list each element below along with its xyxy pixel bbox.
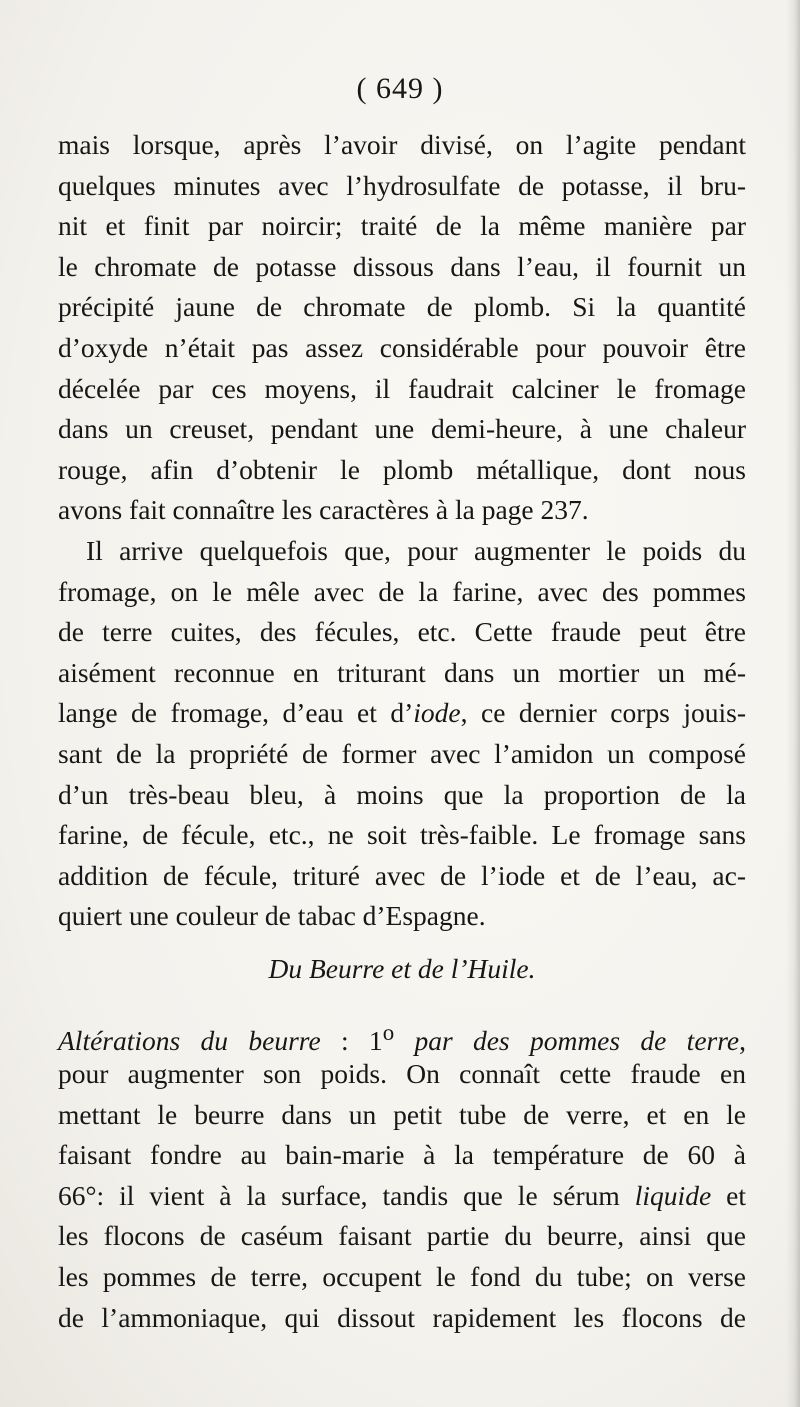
paragraph-1 bbox=[58, 125, 746, 531]
text-line: nit et finit par noircir; traité de la même manière par bbox=[58, 210, 746, 242]
text-segment: 66°: il vient à la surface, tandis que le sérum bbox=[58, 1179, 635, 1211]
text-line: addition de fécule, trituré avec de l’iode et de l’eau, ac- bbox=[58, 859, 746, 891]
text-line: les pommes de terre, occupent le fond du tube; on verse bbox=[58, 1261, 746, 1293]
text-segment: et bbox=[711, 1179, 746, 1211]
body-text bbox=[58, 125, 746, 1338]
text-line: mais lorsque, après l’avoir divisé, on l’agite pendant bbox=[58, 129, 746, 160]
text-line: mettant le beurre dans un petit tube de verre, et en le bbox=[58, 1098, 746, 1130]
text-line: Il arrive quelquefois que, pour augmenter le poids du bbox=[86, 534, 746, 566]
text-line: décelée par ces moyens, il faudrait calciner le fromage bbox=[58, 372, 746, 404]
text-line: précipité jaune de chromate de plomb. Si la quantité bbox=[58, 291, 746, 323]
text-segment: lange de fromage, d’eau et d’ bbox=[58, 697, 414, 729]
paragraph-3 bbox=[58, 1013, 746, 1338]
text-line-liquide bbox=[58, 1176, 746, 1217]
text-line: fromage, on le mêle avec de la farine, avec des pommes bbox=[58, 575, 746, 607]
text-line: de l’ammoniaque, qui dissout rapidement les flocons de bbox=[58, 1301, 746, 1333]
text-line-iode bbox=[58, 693, 746, 734]
text-line: sant de la propriété de former avec l’amidon un composé bbox=[58, 737, 746, 769]
text-line: aisément reconnue en triturant dans un mortier un mé- bbox=[58, 656, 746, 688]
section-heading: Du Beurre et de l’Huile. bbox=[268, 952, 536, 984]
paragraph-2 bbox=[58, 531, 746, 937]
text-line: de terre cuites, des fécules, etc. Cette fraude peut être bbox=[58, 616, 746, 648]
text-line: rouge, afin d’obtenir le plomb métallique, dont nous bbox=[58, 453, 746, 485]
text-line: farine, de fécule, etc., ne soit très-faible. Le fromage sans bbox=[58, 819, 746, 851]
page-number: ( 649 ) bbox=[356, 72, 444, 105]
text-line: d’oxyde n’était pas assez considérable pour pouvoir être bbox=[58, 331, 746, 363]
text-line-alterations bbox=[58, 1013, 746, 1057]
text-segment: , ce dernier corps jouis- bbox=[460, 697, 746, 729]
italic-term-liquide: liquide bbox=[634, 1179, 712, 1211]
text-line: quelques minutes avec l’hydrosulfate de potasse, il bru- bbox=[58, 169, 746, 201]
text-line: pour augmenter son poids. On connaît cette fraude en bbox=[58, 1058, 746, 1090]
text-line: avons fait connaître les caractères à la page 237. bbox=[58, 494, 589, 526]
text-line: le chromate de potasse dissous dans l’eau, il fournit un bbox=[58, 250, 746, 282]
ordinal-superscript: o bbox=[382, 1020, 395, 1046]
text-line: quiert une couleur de tabac d’Espagne. bbox=[58, 900, 486, 932]
text-line: faisant fondre au bain-marie à la température de 60 à bbox=[58, 1139, 746, 1171]
text-line: les flocons de caséum faisant partie du beurre, ainsi que bbox=[58, 1220, 746, 1252]
italic-term-iode: iode bbox=[413, 697, 461, 729]
italic-term: par des pommes de terre bbox=[394, 1025, 740, 1057]
page-edge-shadow bbox=[786, 0, 800, 1407]
text-line: dans un creuset, pendant une demi-heure, à une chaleur bbox=[58, 413, 746, 445]
text-segment: : 1 bbox=[320, 1025, 383, 1057]
italic-subhead: Altérations du beurre bbox=[58, 1025, 321, 1057]
text-line: d’un très-beau bleu, à moins que la proportion de la bbox=[58, 778, 746, 810]
text-segment: , bbox=[739, 1025, 746, 1057]
